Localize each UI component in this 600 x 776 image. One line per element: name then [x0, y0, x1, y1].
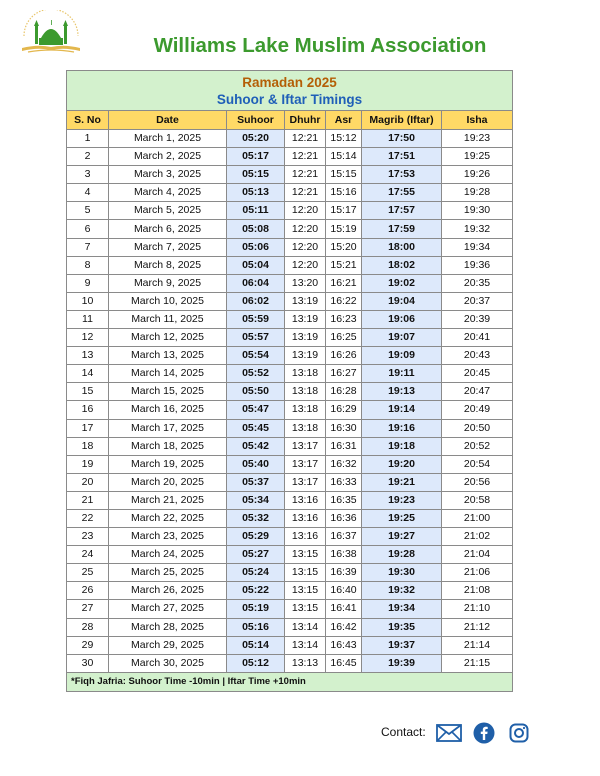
isha-cell: 19:26 — [442, 166, 513, 184]
dhuhr-cell: 12:21 — [285, 130, 326, 148]
isha-cell: 20:39 — [442, 310, 513, 328]
asr-cell: 16:29 — [326, 401, 362, 419]
asr-cell: 16:35 — [326, 491, 362, 509]
asr-cell: 16:33 — [326, 473, 362, 491]
table-row — [67, 383, 513, 401]
asr-cell: 15:14 — [326, 148, 362, 166]
table-row — [67, 455, 513, 473]
date-cell: March 21, 2025 — [109, 491, 227, 509]
maghrib-cell: 19:09 — [362, 347, 442, 365]
maghrib-cell: 19:37 — [362, 636, 442, 654]
table-title-cell — [67, 71, 513, 111]
suhoor-cell: 05:15 — [227, 166, 285, 184]
asr-cell: 15:17 — [326, 202, 362, 220]
maghrib-cell: 19:07 — [362, 329, 442, 347]
date-cell: March 12, 2025 — [109, 329, 227, 347]
table-row — [67, 256, 513, 274]
sno-cell: 12 — [67, 329, 109, 347]
isha-cell: 19:28 — [442, 184, 513, 202]
date-cell: March 17, 2025 — [109, 419, 227, 437]
sno-cell: 6 — [67, 220, 109, 238]
isha-cell: 19:30 — [442, 202, 513, 220]
suhoor-cell: 05:12 — [227, 654, 285, 672]
table-row — [67, 184, 513, 202]
sno-cell: 16 — [67, 401, 109, 419]
column-header-isha: Isha — [442, 111, 513, 130]
mosque-logo — [18, 10, 84, 60]
asr-cell: 15:19 — [326, 220, 362, 238]
mail-icon[interactable] — [436, 723, 462, 743]
table-row — [67, 636, 513, 654]
maghrib-cell: 17:50 — [362, 130, 442, 148]
dhuhr-cell: 12:20 — [285, 238, 326, 256]
sno-cell: 19 — [67, 455, 109, 473]
timings-table — [66, 70, 513, 692]
isha-cell: 20:54 — [442, 455, 513, 473]
date-cell: March 10, 2025 — [109, 292, 227, 310]
asr-cell: 16:41 — [326, 600, 362, 618]
suhoor-cell: 05:24 — [227, 564, 285, 582]
date-cell: March 9, 2025 — [109, 274, 227, 292]
dhuhr-cell: 13:19 — [285, 329, 326, 347]
sno-cell: 14 — [67, 365, 109, 383]
isha-cell: 21:12 — [442, 618, 513, 636]
timings-subtitle: Suhoor & Iftar Timings — [216, 92, 363, 107]
table-row — [67, 292, 513, 310]
sno-cell: 2 — [67, 148, 109, 166]
suhoor-cell: 05:27 — [227, 546, 285, 564]
isha-cell: 19:32 — [442, 220, 513, 238]
suhoor-cell: 05:06 — [227, 238, 285, 256]
suhoor-cell: 05:42 — [227, 437, 285, 455]
suhoor-cell: 05:08 — [227, 220, 285, 238]
suhoor-cell: 05:16 — [227, 618, 285, 636]
date-cell: March 1, 2025 — [109, 130, 227, 148]
isha-cell: 20:49 — [442, 401, 513, 419]
table-row — [67, 564, 513, 582]
dhuhr-cell: 12:21 — [285, 166, 326, 184]
date-cell: March 2, 2025 — [109, 148, 227, 166]
maghrib-cell: 19:18 — [362, 437, 442, 455]
maghrib-cell: 19:04 — [362, 292, 442, 310]
sno-cell: 26 — [67, 582, 109, 600]
suhoor-cell: 06:04 — [227, 274, 285, 292]
sno-cell: 21 — [67, 491, 109, 509]
dhuhr-cell: 13:18 — [285, 383, 326, 401]
dhuhr-cell: 13:17 — [285, 455, 326, 473]
asr-cell: 16:38 — [326, 546, 362, 564]
dhuhr-cell: 13:14 — [285, 636, 326, 654]
sno-cell: 20 — [67, 473, 109, 491]
fiqh-note: *Fiqh Jafria: Suhoor Time -10min | Iftar Time +10min — [67, 672, 513, 691]
maghrib-cell: 17:57 — [362, 202, 442, 220]
date-cell: March 23, 2025 — [109, 528, 227, 546]
isha-cell: 21:10 — [442, 600, 513, 618]
timings-table-container — [66, 70, 512, 692]
dhuhr-cell: 13:16 — [285, 528, 326, 546]
date-cell: March 7, 2025 — [109, 238, 227, 256]
maghrib-cell: 18:00 — [362, 238, 442, 256]
isha-cell: 20:45 — [442, 365, 513, 383]
sno-cell: 30 — [67, 654, 109, 672]
dhuhr-cell: 13:18 — [285, 419, 326, 437]
table-row — [67, 310, 513, 328]
date-cell: March 26, 2025 — [109, 582, 227, 600]
asr-cell: 15:12 — [326, 130, 362, 148]
table-row — [67, 600, 513, 618]
table-row — [67, 148, 513, 166]
date-cell: March 14, 2025 — [109, 365, 227, 383]
table-row — [67, 491, 513, 509]
isha-cell: 21:06 — [442, 564, 513, 582]
date-cell: March 19, 2025 — [109, 455, 227, 473]
isha-cell: 20:52 — [442, 437, 513, 455]
sno-cell: 11 — [67, 310, 109, 328]
dhuhr-cell: 13:15 — [285, 546, 326, 564]
asr-cell: 16:32 — [326, 455, 362, 473]
ramadan-title: Ramadan 2025 — [242, 75, 337, 90]
contact-label: Contact: — [381, 725, 426, 739]
dhuhr-cell: 13:20 — [285, 274, 326, 292]
maghrib-cell: 17:59 — [362, 220, 442, 238]
dhuhr-cell: 12:20 — [285, 256, 326, 274]
asr-cell: 16:25 — [326, 329, 362, 347]
suhoor-cell: 05:14 — [227, 636, 285, 654]
dhuhr-cell: 12:20 — [285, 220, 326, 238]
sno-cell: 17 — [67, 419, 109, 437]
isha-cell: 19:23 — [442, 130, 513, 148]
date-cell: March 5, 2025 — [109, 202, 227, 220]
sno-cell: 9 — [67, 274, 109, 292]
isha-cell: 21:15 — [442, 654, 513, 672]
table-row — [67, 238, 513, 256]
maghrib-cell: 19:16 — [362, 419, 442, 437]
maghrib-cell: 19:39 — [362, 654, 442, 672]
suhoor-cell: 05:57 — [227, 329, 285, 347]
suhoor-cell: 05:45 — [227, 419, 285, 437]
date-cell: March 22, 2025 — [109, 509, 227, 527]
table-row — [67, 130, 513, 148]
sno-cell: 3 — [67, 166, 109, 184]
asr-cell: 15:15 — [326, 166, 362, 184]
asr-cell: 16:45 — [326, 654, 362, 672]
isha-cell: 21:04 — [442, 546, 513, 564]
asr-cell: 15:16 — [326, 184, 362, 202]
asr-cell: 16:40 — [326, 582, 362, 600]
date-cell: March 8, 2025 — [109, 256, 227, 274]
maghrib-cell: 19:30 — [362, 564, 442, 582]
sno-cell: 4 — [67, 184, 109, 202]
isha-cell: 19:34 — [442, 238, 513, 256]
table-row — [67, 202, 513, 220]
date-cell: March 11, 2025 — [109, 310, 227, 328]
isha-cell: 21:00 — [442, 509, 513, 527]
isha-cell: 20:50 — [442, 419, 513, 437]
isha-cell: 20:58 — [442, 491, 513, 509]
dhuhr-cell: 13:19 — [285, 347, 326, 365]
isha-cell: 20:37 — [442, 292, 513, 310]
suhoor-cell: 05:59 — [227, 310, 285, 328]
column-header-asr: Asr — [326, 111, 362, 130]
dhuhr-cell: 13:17 — [285, 473, 326, 491]
column-header-row — [67, 111, 513, 130]
dhuhr-cell: 13:19 — [285, 310, 326, 328]
date-cell: March 3, 2025 — [109, 166, 227, 184]
maghrib-cell: 19:13 — [362, 383, 442, 401]
table-row — [67, 365, 513, 383]
suhoor-cell: 05:52 — [227, 365, 285, 383]
asr-cell: 16:27 — [326, 365, 362, 383]
date-cell: March 18, 2025 — [109, 437, 227, 455]
date-cell: March 6, 2025 — [109, 220, 227, 238]
facebook-icon[interactable] — [473, 722, 495, 744]
sno-cell: 23 — [67, 528, 109, 546]
sno-cell: 10 — [67, 292, 109, 310]
column-header-sno: S. No — [67, 111, 109, 130]
suhoor-cell: 05:47 — [227, 401, 285, 419]
asr-cell: 16:23 — [326, 310, 362, 328]
dhuhr-cell: 12:21 — [285, 184, 326, 202]
asr-cell: 15:21 — [326, 256, 362, 274]
asr-cell: 16:28 — [326, 383, 362, 401]
dhuhr-cell: 13:16 — [285, 509, 326, 527]
isha-cell: 21:08 — [442, 582, 513, 600]
asr-cell: 15:20 — [326, 238, 362, 256]
organization-title: Williams Lake Muslim Association — [153, 34, 487, 57]
maghrib-cell: 19:11 — [362, 365, 442, 383]
table-row — [67, 509, 513, 527]
asr-cell: 16:26 — [326, 347, 362, 365]
isha-cell: 21:02 — [442, 528, 513, 546]
maghrib-cell: 17:51 — [362, 148, 442, 166]
sno-cell: 15 — [67, 383, 109, 401]
table-row — [67, 419, 513, 437]
table-row — [67, 654, 513, 672]
maghrib-cell: 19:20 — [362, 455, 442, 473]
maghrib-cell: 19:23 — [362, 491, 442, 509]
date-cell: March 20, 2025 — [109, 473, 227, 491]
table-row — [67, 546, 513, 564]
isha-cell: 20:56 — [442, 473, 513, 491]
sno-cell: 28 — [67, 618, 109, 636]
maghrib-cell: 17:55 — [362, 184, 442, 202]
maghrib-cell: 18:02 — [362, 256, 442, 274]
isha-cell: 19:25 — [442, 148, 513, 166]
isha-cell: 21:14 — [442, 636, 513, 654]
suhoor-cell: 05:37 — [227, 473, 285, 491]
date-cell: March 16, 2025 — [109, 401, 227, 419]
date-cell: March 25, 2025 — [109, 564, 227, 582]
date-cell: March 15, 2025 — [109, 383, 227, 401]
asr-cell: 16:39 — [326, 564, 362, 582]
dhuhr-cell: 13:18 — [285, 365, 326, 383]
suhoor-cell: 05:17 — [227, 148, 285, 166]
sno-cell: 5 — [67, 202, 109, 220]
maghrib-cell: 19:27 — [362, 528, 442, 546]
suhoor-cell: 05:34 — [227, 491, 285, 509]
timings-body — [67, 130, 513, 673]
column-header-maghrib: Magrib (Iftar) — [362, 111, 442, 130]
sno-cell: 13 — [67, 347, 109, 365]
asr-cell: 16:21 — [326, 274, 362, 292]
table-row — [67, 618, 513, 636]
suhoor-cell: 05:29 — [227, 528, 285, 546]
sno-cell: 22 — [67, 509, 109, 527]
table-row — [67, 582, 513, 600]
suhoor-cell: 05:13 — [227, 184, 285, 202]
asr-cell: 16:37 — [326, 528, 362, 546]
dhuhr-cell: 13:13 — [285, 654, 326, 672]
suhoor-cell: 06:02 — [227, 292, 285, 310]
suhoor-cell: 05:19 — [227, 600, 285, 618]
sno-cell: 1 — [67, 130, 109, 148]
dhuhr-cell: 13:15 — [285, 582, 326, 600]
date-cell: March 24, 2025 — [109, 546, 227, 564]
suhoor-cell: 05:20 — [227, 130, 285, 148]
dhuhr-cell: 13:18 — [285, 401, 326, 419]
isha-cell: 20:47 — [442, 383, 513, 401]
suhoor-cell: 05:40 — [227, 455, 285, 473]
table-row — [67, 274, 513, 292]
table-row — [67, 347, 513, 365]
date-cell: March 30, 2025 — [109, 654, 227, 672]
date-cell: March 4, 2025 — [109, 184, 227, 202]
sno-cell: 8 — [67, 256, 109, 274]
sno-cell: 29 — [67, 636, 109, 654]
table-row — [67, 437, 513, 455]
date-cell: March 28, 2025 — [109, 618, 227, 636]
suhoor-cell: 05:22 — [227, 582, 285, 600]
dhuhr-cell: 13:17 — [285, 437, 326, 455]
table-row — [67, 528, 513, 546]
isha-cell: 20:43 — [442, 347, 513, 365]
maghrib-cell: 19:06 — [362, 310, 442, 328]
dhuhr-cell: 13:15 — [285, 564, 326, 582]
sno-cell: 25 — [67, 564, 109, 582]
asr-cell: 16:42 — [326, 618, 362, 636]
maghrib-cell: 19:35 — [362, 618, 442, 636]
maghrib-cell: 19:34 — [362, 600, 442, 618]
date-cell: March 13, 2025 — [109, 347, 227, 365]
table-row — [67, 329, 513, 347]
instagram-icon[interactable] — [509, 723, 529, 743]
date-cell: March 27, 2025 — [109, 600, 227, 618]
maghrib-cell: 19:32 — [362, 582, 442, 600]
maghrib-cell: 19:25 — [362, 509, 442, 527]
maghrib-cell: 19:02 — [362, 274, 442, 292]
table-row — [67, 401, 513, 419]
dhuhr-cell: 13:19 — [285, 292, 326, 310]
asr-cell: 16:43 — [326, 636, 362, 654]
table-row — [67, 166, 513, 184]
column-header-dhuhr: Dhuhr — [285, 111, 326, 130]
table-row — [67, 473, 513, 491]
sno-cell: 24 — [67, 546, 109, 564]
isha-cell: 20:41 — [442, 329, 513, 347]
suhoor-cell: 05:32 — [227, 509, 285, 527]
sno-cell: 7 — [67, 238, 109, 256]
asr-cell: 16:36 — [326, 509, 362, 527]
column-header-date: Date — [109, 111, 227, 130]
suhoor-cell: 05:50 — [227, 383, 285, 401]
date-cell: March 29, 2025 — [109, 636, 227, 654]
suhoor-cell: 05:11 — [227, 202, 285, 220]
dhuhr-cell: 13:14 — [285, 618, 326, 636]
asr-cell: 16:30 — [326, 419, 362, 437]
asr-cell: 16:22 — [326, 292, 362, 310]
isha-cell: 20:35 — [442, 274, 513, 292]
table-row — [67, 220, 513, 238]
sno-cell: 18 — [67, 437, 109, 455]
maghrib-cell: 19:14 — [362, 401, 442, 419]
dhuhr-cell: 12:20 — [285, 202, 326, 220]
dhuhr-cell: 12:21 — [285, 148, 326, 166]
maghrib-cell: 19:28 — [362, 546, 442, 564]
isha-cell: 19:36 — [442, 256, 513, 274]
suhoor-cell: 05:54 — [227, 347, 285, 365]
column-header-suhoor: Suhoor — [227, 111, 285, 130]
maghrib-cell: 17:53 — [362, 166, 442, 184]
asr-cell: 16:31 — [326, 437, 362, 455]
dhuhr-cell: 13:15 — [285, 600, 326, 618]
sno-cell: 27 — [67, 600, 109, 618]
maghrib-cell: 19:21 — [362, 473, 442, 491]
dhuhr-cell: 13:16 — [285, 491, 326, 509]
suhoor-cell: 05:04 — [227, 256, 285, 274]
